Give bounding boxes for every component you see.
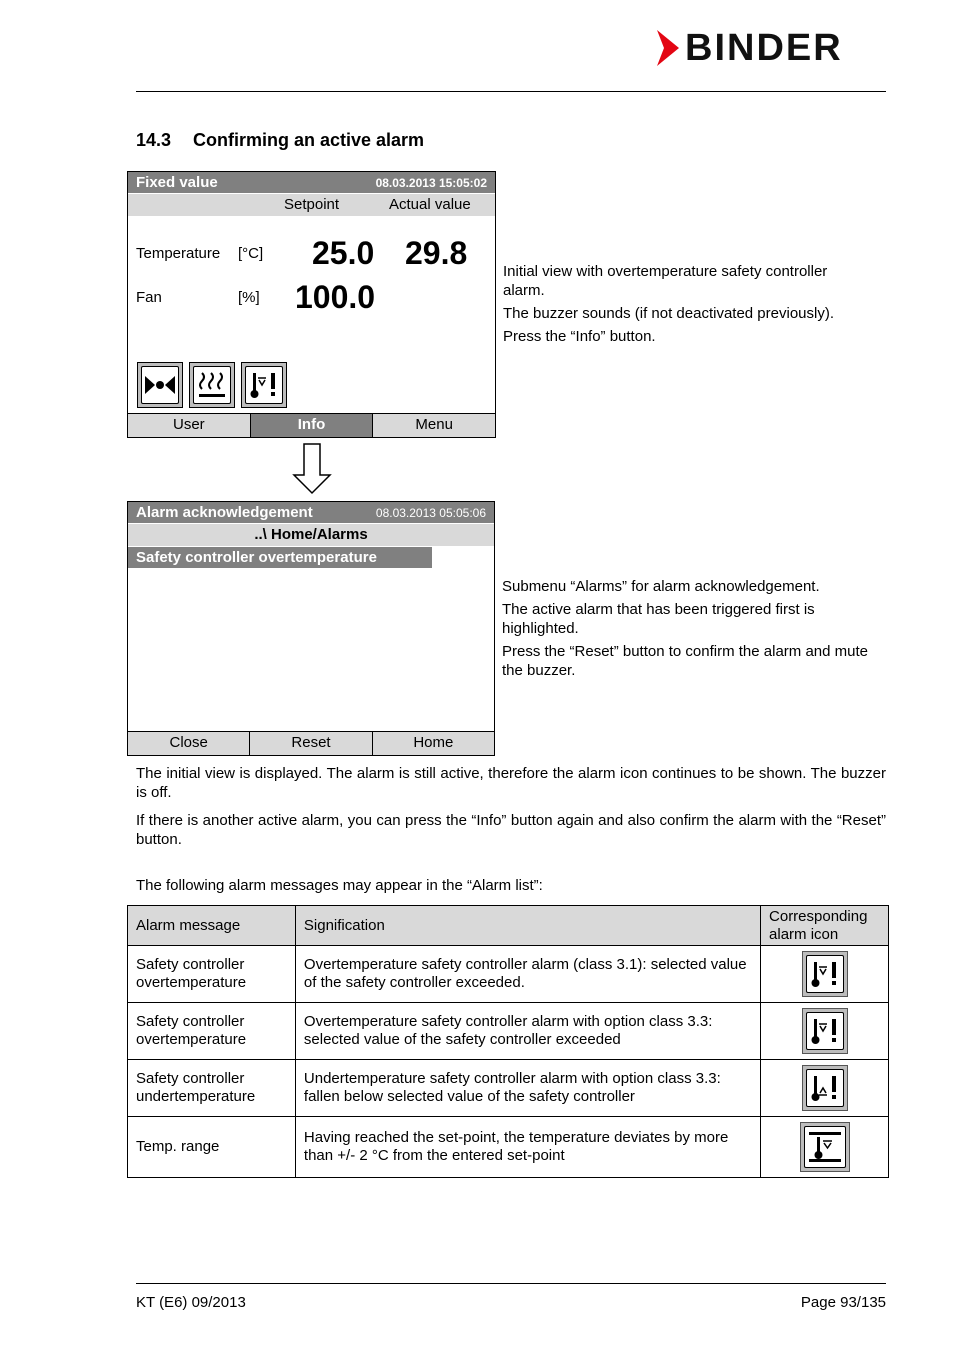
description-2-line: Submenu “Alarms” for alarm acknowledgement. [502,578,820,595]
table-header-row [128,906,889,946]
menu-button[interactable]: Menu [373,414,495,437]
paragraph-text: The initial view is displayed. The alarm is still active, therefore the alarm icon continues to be shown. The buzzer is off. [136,765,886,801]
column-header-bar [128,194,495,216]
description-1 [503,262,873,350]
reset-button[interactable]: Reset [250,732,372,755]
screen-title: Alarm acknowledgement [136,504,313,521]
screen1-button-row [128,413,495,437]
footer-page-number: Page 93/135 [800,1294,886,1311]
logo-mark-icon [655,30,681,66]
screen-datetime: 08.03.2013 15:05:02 [375,176,487,190]
alarm-signification: Overtemperature safety controller alarm with option class 3.3: selected value of the safety controller exceeded [295,1003,760,1060]
alarm-icon-cell [761,946,889,1003]
user-button[interactable]: User [128,414,251,437]
table-row [128,946,889,1003]
section-heading: Confirming an active alarm [193,130,425,150]
overtemperature-alarm-icon [241,362,287,408]
screen-title-bar [128,502,494,523]
description-2-line: The active alarm that has been triggered first is highlighted. [502,601,815,637]
body-paragraph-2 [136,811,886,849]
setpoint-header: Setpoint [284,196,340,213]
screen-title: Fixed value [136,174,218,191]
alarm-message: Safety controller overtemperature [128,946,296,1003]
section-number: 14.3 [136,130,172,150]
actual-value-header: Actual value [389,196,471,213]
alarm-signification: Overtemperature safety controller alarm (class 3.1): selected value of the safety controller exceeded. [295,946,760,1003]
alarm-icon-cell [761,1003,889,1060]
footer-doc-id: KT (E6) 09/2013 [136,1294,246,1311]
header-rule [136,91,886,92]
description-1-line: Initial view with overtemperature safety controller alarm. [503,263,828,299]
overtemperature-alarm-icon [802,1008,848,1054]
paragraph-text: The following alarm messages may appear in the “Alarm list”: [136,877,543,894]
fan-unit: [%] [238,289,260,306]
alarm-signification: Undertemperature safety controller alarm with option class 3.3: fallen below selected value of the safety controller [295,1060,760,1117]
description-2 [502,577,874,684]
close-button[interactable]: Close [128,732,250,755]
heating-icon [189,362,235,408]
body-paragraph-1 [136,764,886,802]
alarm-signification: Having reached the set-point, the temperature deviates by more than +/- 2 °C from the entered set-point [295,1117,760,1178]
footer-rule [136,1283,886,1284]
alarm-message: Safety controller overtemperature [128,1003,296,1060]
header-signification: Signification [295,906,760,946]
alarm-icon-cell [761,1117,889,1178]
breadcrumb-path: ..\ Home/Alarms [254,526,368,543]
undertemperature-alarm-icon [802,1065,848,1111]
breadcrumb [128,524,494,546]
temperature-label: Temperature [136,245,221,262]
alarm-acknowledgement-screen [127,501,495,756]
table-row [128,1117,889,1178]
paragraph-text: If there is another active alarm, you can press the “Info” button again and also confirm the alarm with the “Reset” button. [136,812,886,848]
alarm-icon-cell [761,1060,889,1117]
fixed-value-screen [127,171,496,438]
brand-name: BINDER [685,27,843,69]
fan-setpoint: 100.0 [295,279,376,315]
screen-datetime: 08.03.2013 05:05:06 [375,506,486,520]
screen2-button-row [128,731,494,755]
binder-logo [655,27,887,69]
alarm-message: Temp. range [128,1117,296,1178]
alarm-messages-table [127,905,889,1178]
description-1-line: The buzzer sounds (if not deactivated previously). [503,305,835,322]
section-title [136,130,424,151]
description-1-line: Press the “Info” button. [503,328,656,345]
down-arrow-icon [292,443,332,495]
fan-label: Fan [136,289,162,306]
temperature-setpoint: 25.0 [312,235,375,271]
temperature-actual: 29.8 [405,235,468,271]
table-row [128,1003,889,1060]
screen-title-bar [128,172,495,193]
info-button[interactable]: Info [251,414,374,437]
header-alarm-message: Alarm message [128,906,296,946]
overtemperature-alarm-icon [802,951,848,997]
description-2-line: Press the “Reset” button to confirm the alarm and mute the buzzer. [502,643,868,679]
temperature-range-icon [800,1122,850,1172]
table-row [128,1060,889,1117]
home-button[interactable]: Home [373,732,494,755]
alarm-message: Safety controller undertemperature [128,1060,296,1117]
header-alarm-icon: Corresponding alarm icon [761,906,889,946]
fan-icon [137,362,183,408]
active-alarm-item[interactable]: Safety controller overtemperature [128,547,432,568]
body-paragraph-3 [136,876,886,895]
temperature-unit: [°C] [238,245,264,262]
